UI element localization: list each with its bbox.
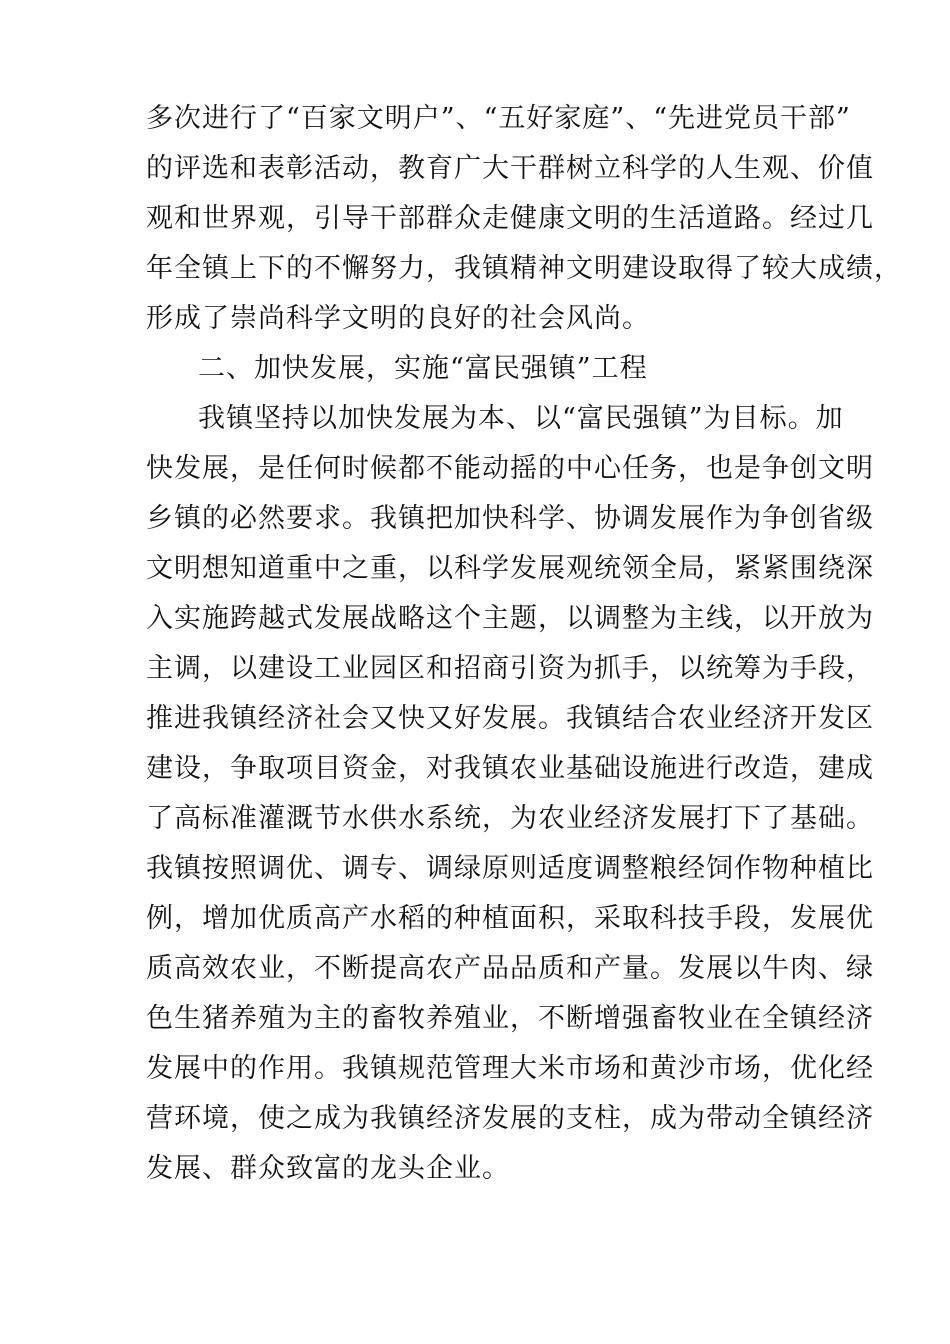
- text-line: 观和世界观，引导干部群众走健康文明的生活道路。经过几: [146, 203, 874, 234]
- text-line: 色生猪养殖为主的畜牧养殖业，不断增强畜牧业在全镇经济: [146, 1003, 874, 1034]
- text-line: 多次进行了“百家文明户”、“五好家庭”、“先进党员干部”: [146, 103, 851, 134]
- text-line: 形成了崇尚科学文明的良好的社会风尚。: [146, 303, 650, 334]
- text-line: 入实施跨越式发展战略这个主题，以调整为主线，以开放为: [146, 603, 874, 634]
- text-line: 建设，争取项目资金，对我镇农业基础设施进行改造，建成: [146, 753, 874, 784]
- text-line: 发展中的作用。我镇规范管理大米市场和黄沙市场，优化经: [146, 1053, 874, 1084]
- text-line: 发展、群众致富的龙头企业。: [146, 1153, 510, 1184]
- text-line: 例，增加优质高产水稻的种植面积，采取科技手段，发展优: [146, 903, 874, 934]
- text-line: 文明想知道重中之重，以科学发展观统领全局，紧紧围绕深: [146, 553, 874, 584]
- text-line: 营环境，使之成为我镇经济发展的支柱，成为带动全镇经济: [146, 1103, 874, 1134]
- text-line: 我镇坚持以加快发展为本、以“富民强镇”为目标。加: [198, 403, 844, 434]
- document-body: [146, 94, 902, 1194]
- text-line: 我镇按照调优、调专、调绿原则适度调整粮经饲作物种植比: [146, 853, 874, 884]
- text-line: 质高效农业，不断提高农产品品质和产量。发展以牛肉、绿: [146, 953, 874, 984]
- text-line: 主调，以建设工业园区和招商引资为抓手，以统筹为手段，: [146, 653, 874, 684]
- text-line: 乡镇的必然要求。我镇把加快科学、协调发展作为争创省级: [146, 503, 874, 534]
- text-line: 的评选和表彰活动，教育广大干群树立科学的人生观、价值: [146, 153, 874, 184]
- text-line: 推进我镇经济社会又快又好发展。我镇结合农业经济开发区: [146, 703, 874, 734]
- text-line: 年全镇上下的不懈努力，我镇精神文明建设取得了较大成绩，: [146, 253, 902, 284]
- section-heading: 二、加快发展，实施“富民强镇”工程: [198, 353, 648, 384]
- text-line: 了高标准灌溉节水供水系统，为农业经济发展打下了基础。: [146, 803, 874, 834]
- text-line: 快发展，是任何时候都不能动摇的中心任务，也是争创文明: [146, 453, 874, 484]
